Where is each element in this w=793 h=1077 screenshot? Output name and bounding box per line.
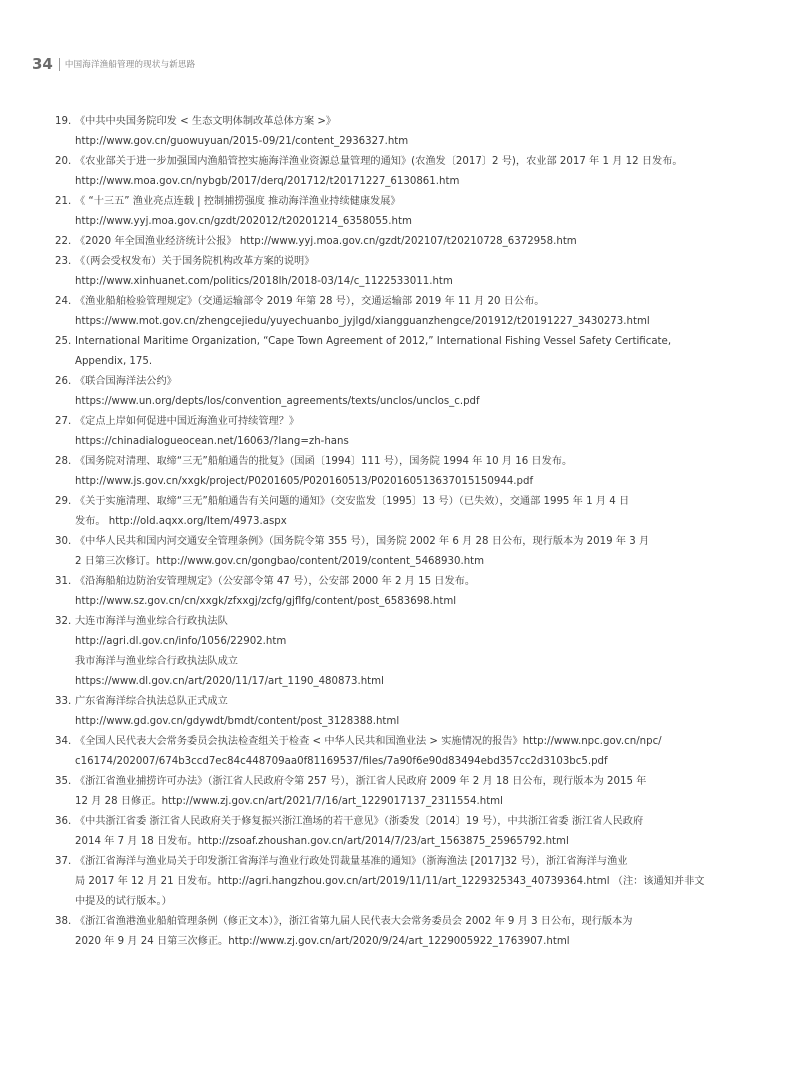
- reference-line: http://www.sz.gov.cn/cn/xxgk/zfxxgj/zcfg/gjflfg/content/post_6583698.html: [75, 596, 457, 607]
- reference-item: [55, 232, 745, 252]
- reference-line: https://www.un.org/depts/los/convention_agreements/texts/unclos/unclos_c.pdf: [75, 396, 480, 407]
- reference-item: [55, 452, 745, 492]
- reference-item: [55, 112, 745, 152]
- reference-line: 《中共浙江省委 浙江省人民政府关于修复振兴浙江渔场的若干意见》（浙委发〔2014〕19 号），中共浙江省委 浙江省人民政府: [75, 816, 644, 827]
- reference-item: [55, 192, 745, 232]
- reference-number: 24.: [55, 296, 72, 307]
- reference-text: [75, 452, 745, 492]
- reference-line: International Maritime Organization, “Cape Town Agreement of 2012,” International Fishing Vessel Safety Certificate,: [75, 336, 672, 347]
- reference-text: [75, 772, 745, 812]
- reference-text: [75, 532, 745, 572]
- running-header: [32, 55, 195, 73]
- reference-number: 27.: [55, 416, 72, 427]
- reference-number: 26.: [55, 376, 72, 387]
- reference-number: 21.: [55, 196, 72, 207]
- reference-text: [75, 852, 745, 912]
- reference-number: 31.: [55, 576, 72, 587]
- reference-item: [55, 152, 745, 192]
- reference-line: 《中华人民共和国内河交通安全管理条例》（国务院令第 355 号），国务院 2002 年 6 月 28 日公布，现行版本为 2019 年 3 月: [75, 536, 650, 547]
- reference-line: 我市海洋与渔业综合行政执法队成立: [75, 656, 238, 667]
- reference-line: 中提及的试行版本。）: [75, 896, 172, 907]
- reference-line: 《国务院对清理、取缔“三无”船舶通告的批复》（国函〔1994〕111 号），国务院 1994 年 10 月 16 日发布。: [75, 456, 573, 467]
- reference-item: [55, 692, 745, 732]
- reference-text: [75, 412, 745, 452]
- reference-line: 2014 年 7 月 18 日发布。http://zsoaf.zhoushan.gov.cn/art/2014/7/23/art_1563875_25965792.html: [75, 836, 569, 847]
- reference-line: https://www.mot.gov.cn/zhengcejiedu/yuyechuanbo_jyjlgd/xiangguanzhengce/201912/t20191227_3430273.html: [75, 316, 650, 327]
- reference-line: http://www.moa.gov.cn/nybgb/2017/derq/201712/t20171227_6130861.htm: [75, 176, 460, 187]
- reference-text: [75, 612, 745, 692]
- reference-number: 32.: [55, 616, 72, 627]
- reference-item: [55, 852, 745, 912]
- reference-item: [55, 912, 745, 952]
- reference-number: 35.: [55, 776, 72, 787]
- reference-item: [55, 612, 745, 692]
- page-number: 34: [32, 55, 53, 73]
- reference-text: [75, 152, 745, 192]
- reference-number: 37.: [55, 856, 72, 867]
- reference-line: 12 月 28 日修正。http://www.zj.gov.cn/art/2021/7/16/art_1229017137_2311554.html: [75, 796, 503, 807]
- reference-text: [75, 332, 745, 372]
- reference-line: http://www.js.gov.cn/xxgk/project/P0201605/P020160513/P020160513637015150944.pdf: [75, 476, 534, 487]
- reference-line: http://www.gd.gov.cn/gdywdt/bmdt/content/post_3128388.html: [75, 716, 400, 727]
- reference-item: [55, 252, 745, 292]
- reference-text: [75, 812, 745, 852]
- reference-line: 《全国人民代表大会常务委员会执法检查组关于检查 < 中华人民共和国渔业法 > 实施情况的报告》http://www.npc.gov.cn/npc/: [75, 736, 662, 747]
- reference-number: 25.: [55, 336, 72, 347]
- reference-line: 广东省海洋综合执法总队正式成立: [75, 696, 228, 707]
- reference-text: [75, 492, 745, 532]
- reference-item: [55, 732, 745, 772]
- reference-line: Appendix, 175.: [75, 356, 153, 367]
- reference-line: http://www.gov.cn/guowuyuan/2015-09/21/content_2936327.htm: [75, 136, 409, 147]
- reference-text: [75, 372, 745, 412]
- reference-item: [55, 492, 745, 532]
- reference-text: [75, 232, 745, 252]
- header-divider: [59, 58, 60, 71]
- reference-line: 《农业部关于进一步加强国内渔船管控实施海洋渔业资源总量管理的通知》(农渔发〔2017〕2 号)，农业部 2017 年 1 月 12 日发布。: [75, 156, 683, 167]
- reference-number: 29.: [55, 496, 72, 507]
- reference-line: http://www.yyj.moa.gov.cn/gzdt/202012/t20201214_6358055.htm: [75, 216, 412, 227]
- reference-line: 《浙江省渔业捕捞许可办法》（浙江省人民政府令第 257 号），浙江省人民政府 2009 年 2 月 18 日公布，现行版本为 2015 年: [75, 776, 647, 787]
- reference-item: [55, 332, 745, 372]
- reference-text: [75, 572, 745, 612]
- reference-line: 2 日第三次修订。http://www.gov.cn/gongbao/content/2019/content_5468930.htm: [75, 556, 485, 567]
- reference-number: 23.: [55, 256, 72, 267]
- reference-text: [75, 732, 745, 772]
- reference-text: [75, 912, 745, 952]
- reference-item: [55, 772, 745, 812]
- reference-item: [55, 372, 745, 412]
- reference-list: [55, 112, 745, 952]
- running-title: 中国海洋渔船管理的现状与新思路: [64, 60, 196, 70]
- reference-line: 《渔业船舶检验管理规定》（交通运输部令 2019 年第 28 号），交通运输部 2019 年 11 月 20 日公布。: [75, 296, 545, 307]
- reference-line: 《沿海船舶边防治安管理规定》（公安部令第 47 号），公安部 2000 年 2 月 15 日发布。: [75, 576, 476, 587]
- reference-item: [55, 412, 745, 452]
- reference-line: 大连市海洋与渔业综合行政执法队: [75, 616, 228, 627]
- reference-line: 《关于实施清理、取缔“三无”船舶通告有关问题的通知》（交安监发〔1995〕13 号）（已失效），交通部 1995 年 1 月 4 日: [75, 496, 630, 507]
- reference-item: [55, 572, 745, 612]
- reference-text: [75, 192, 745, 232]
- reference-line: c16174/202007/674b3ccd7ec84c448709aa0f81169537/files/7a90f6e90d83494ebd357cc2d3103bc5.pdf: [75, 756, 608, 767]
- reference-line: 《定点上岸如何促进中国近海渔业可持续管理？》: [75, 416, 300, 427]
- reference-text: [75, 252, 745, 292]
- reference-line: 局 2017 年 12 月 21 日发布。http://agri.hangzhou.gov.cn/art/2019/11/11/art_1229325343_40739364.html （注：该通知并非文: [75, 876, 705, 887]
- reference-line: http://www.xinhuanet.com/politics/2018lh/2018-03/14/c_1122533011.htm: [75, 276, 453, 287]
- reference-line: http://agri.dl.gov.cn/info/1056/22902.htm: [75, 636, 287, 647]
- reference-number: 38.: [55, 916, 72, 927]
- reference-number: 33.: [55, 696, 72, 707]
- reference-line: 《浙江省海洋与渔业局关于印发浙江省海洋与渔业行政处罚裁量基准的通知》（浙海渔法 [2017]32 号），浙江省海洋与渔业: [75, 856, 628, 867]
- reference-number: 36.: [55, 816, 72, 827]
- reference-item: [55, 292, 745, 332]
- reference-line: 2020 年 9 月 24 日第三次修正。http://www.zj.gov.cn/art/2020/9/24/art_1229005922_1763907.html: [75, 936, 570, 947]
- reference-text: [75, 112, 745, 152]
- reference-item: [55, 532, 745, 572]
- reference-number: 20.: [55, 156, 72, 167]
- reference-item: [55, 812, 745, 852]
- reference-line: 发布。 http://old.aqxx.org/Item/4973.aspx: [75, 516, 287, 527]
- reference-line: 《联合国海洋法公约》: [75, 376, 177, 387]
- reference-line: 《 “十三五” 渔业亮点连载 | 控制捕捞强度 推动海洋渔业持续健康发展》: [75, 196, 401, 207]
- reference-text: [75, 692, 745, 732]
- reference-number: 28.: [55, 456, 72, 467]
- reference-number: 34.: [55, 736, 72, 747]
- reference-number: 30.: [55, 536, 72, 547]
- reference-line: 《（两会受权发布）关于国务院机构改革方案的说明》: [75, 256, 315, 267]
- reference-line: https://www.dl.gov.cn/art/2020/11/17/art_1190_480873.html: [75, 676, 384, 687]
- reference-text: [75, 292, 745, 332]
- reference-line: https://chinadialogueocean.net/16063/?lang=zh-hans: [75, 436, 349, 447]
- reference-number: 22.: [55, 236, 72, 247]
- reference-line: 《2020 年全国渔业经济统计公报》 http://www.yyj.moa.gov.cn/gzdt/202107/t20210728_6372958.htm: [75, 236, 577, 247]
- reference-line: 《中共中央国务院印发 < 生态文明体制改革总体方案 >》: [75, 116, 337, 127]
- reference-number: 19.: [55, 116, 72, 127]
- reference-line: 《浙江省渔港渔业船舶管理条例（修正文本）》，浙江省第九届人民代表大会常务委员会 2002 年 9 月 3 日公布，现行版本为: [75, 916, 633, 927]
